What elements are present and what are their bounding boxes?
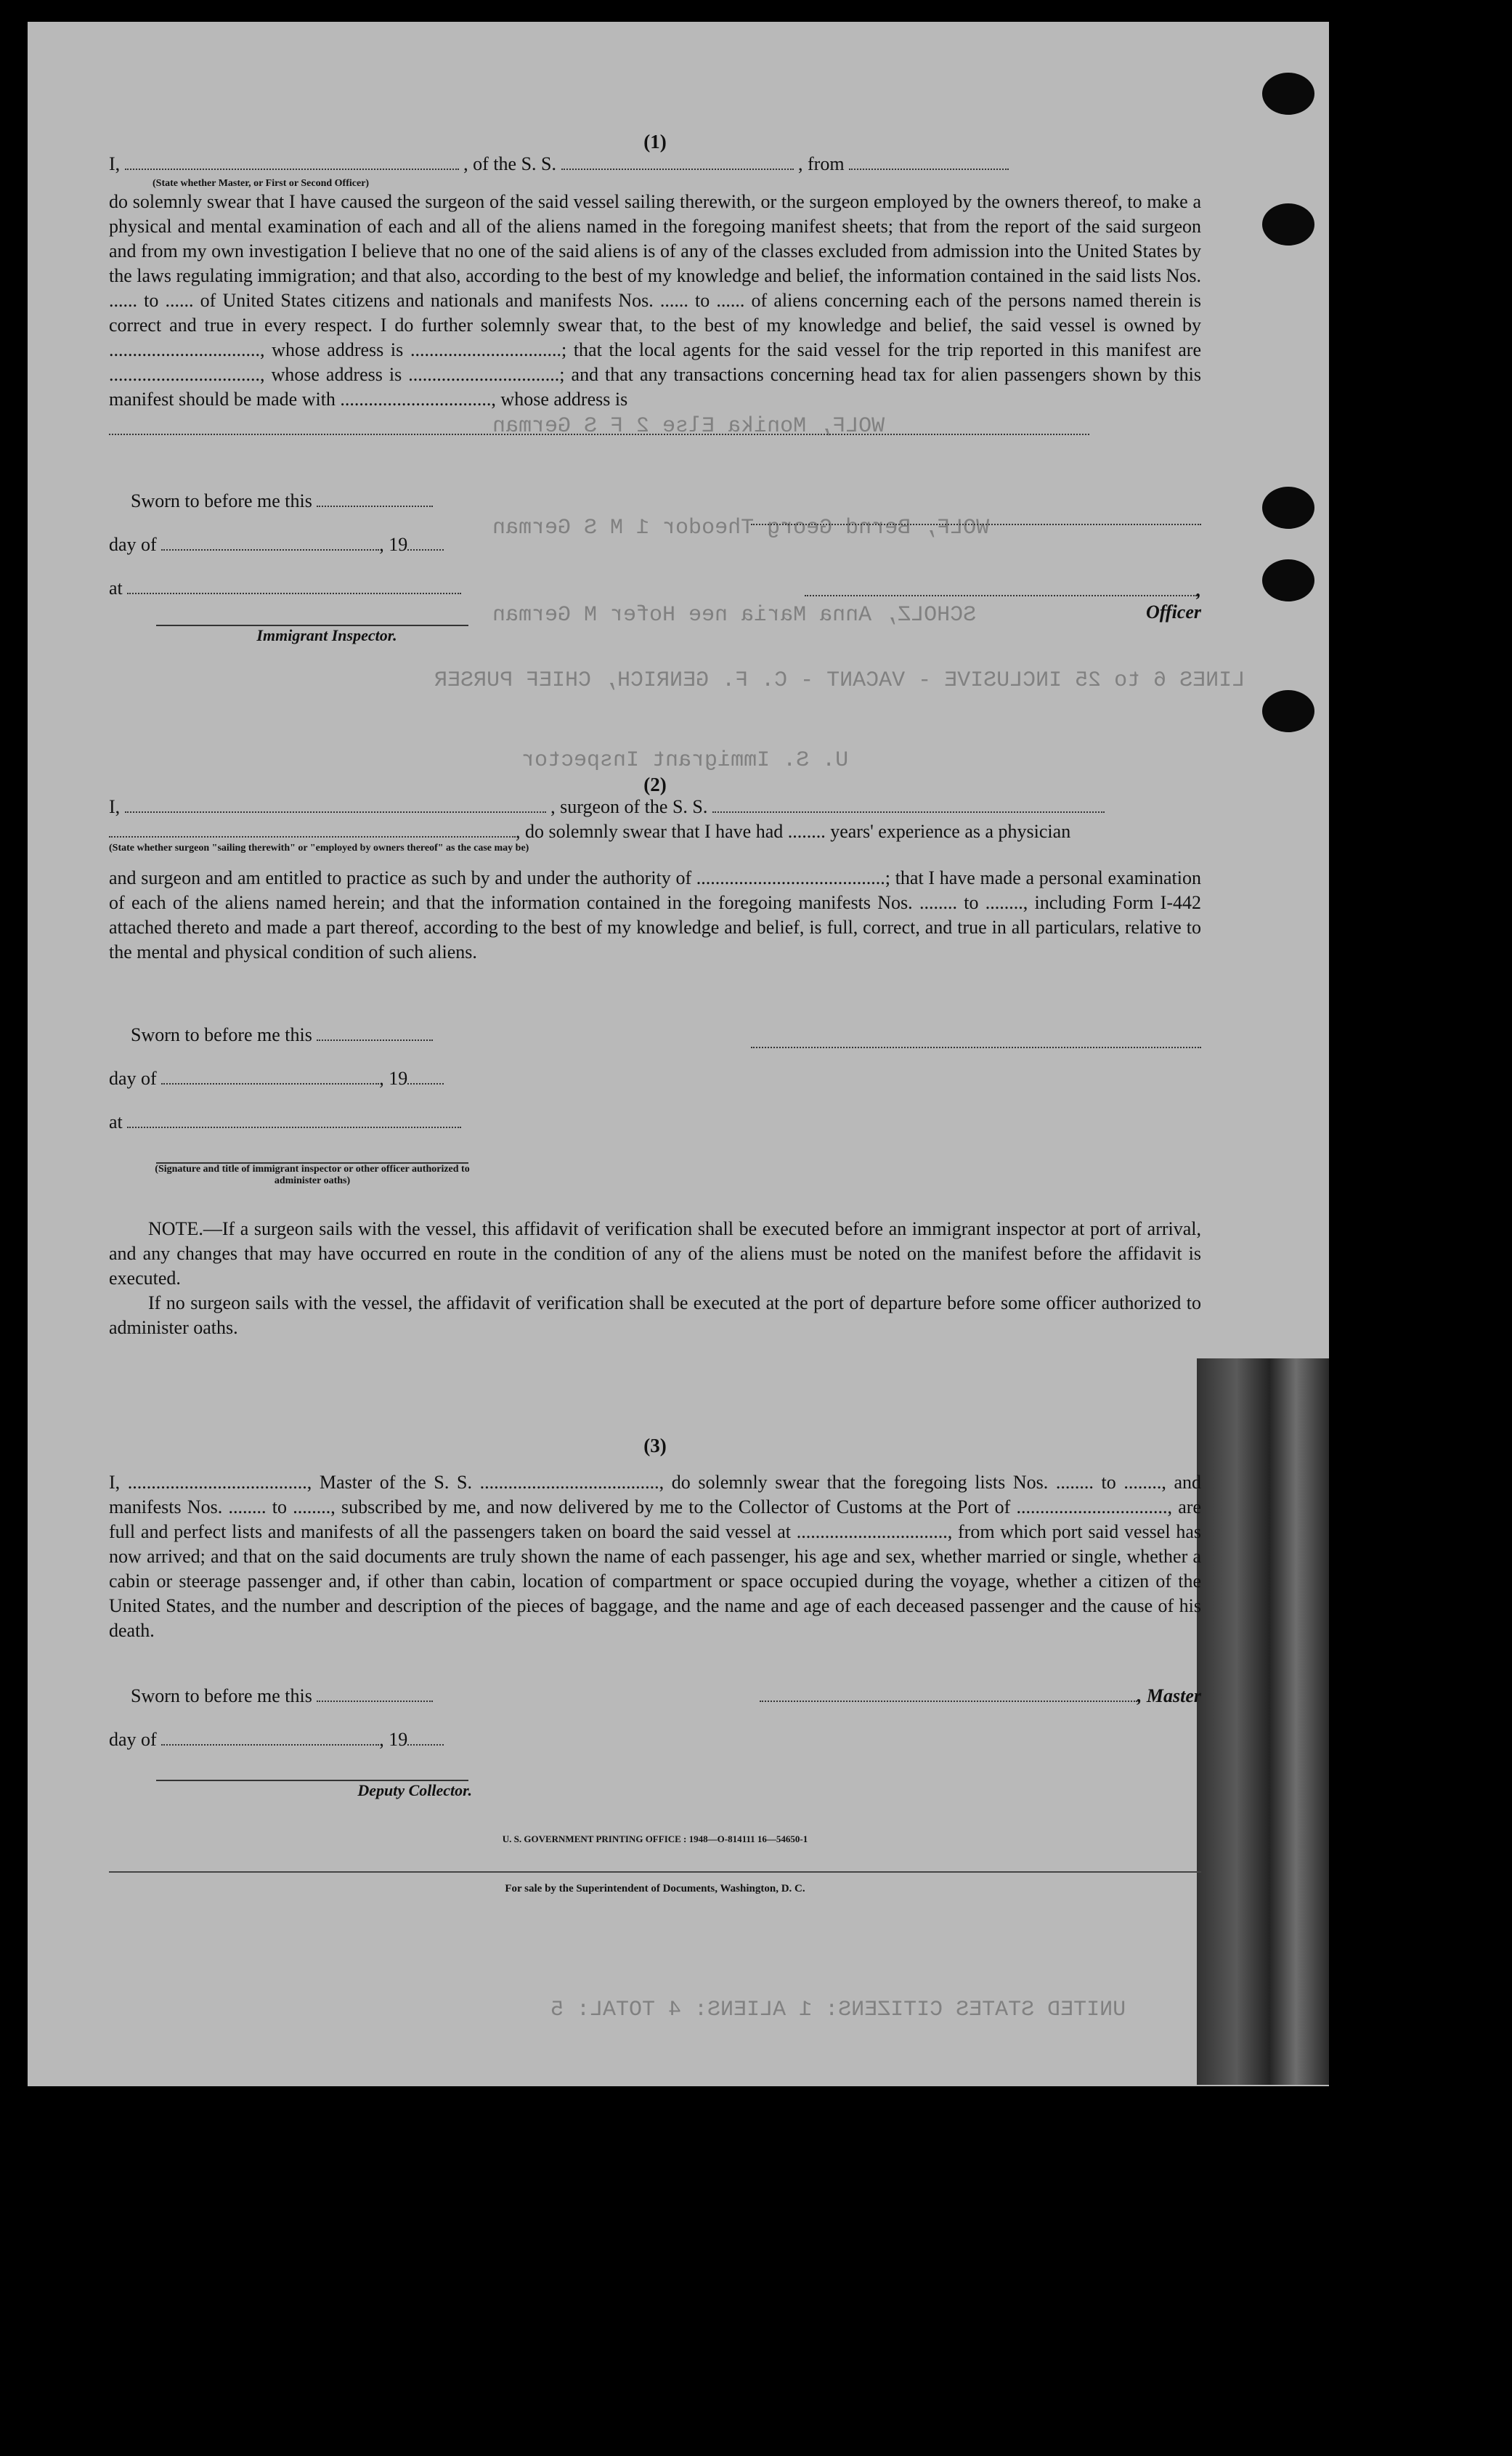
bleed-through-text: U. S. Immigrant Inspector — [521, 748, 849, 773]
section-1-body: do solemnly swear that I have caused the surgeon of the said vessel sailing therewith, or the surgeon employed by the owners thereof, to make a physical and mental examination of each and all of the aliens named in the foregoing manifest sheets; that from the report of the said surgeon and from my own investigation I believe that no one of the said aliens is of any of the classes excluded from admission into the United States by the laws regulating immigration; and that also, according to the best of my knowledge and belief, the information contained in the said lists Nos. ...... to ...... of United States citizens and nationals and manifests Nos. ...... to ...... of aliens concerning each of the persons named therein is correct and true in every respect. I do further solemnly swear that, to the best of my knowledge and belief, the said vessel is owned by ................................, whose address is ................................; that the local agents for the said vessel for the trip reported in this manifest are ................................, whose address is ................................; and that any transactions concerning head tax for alien passengers shown by this manifest should be made with ................................, whose address is — [109, 191, 1201, 410]
tape-damage — [1197, 1358, 1329, 2085]
place-field — [127, 1127, 461, 1128]
section-3-day-of: day of — [109, 1729, 157, 1750]
immigrant-inspector-label: Immigrant Inspector. — [256, 626, 397, 644]
punch-hole — [1262, 690, 1314, 732]
bleed-through-text: UNITED STATES CITIZENS: 1 ALIENS: 4 TOTAL: 5 — [550, 1998, 1126, 2022]
gpo-imprint: U. S. GOVERNMENT PRINTING OFFICE : 1948—O-814111 16—54650-1 — [502, 1833, 808, 1844]
punch-hole — [1262, 73, 1314, 115]
section-1-number: (1) — [643, 131, 667, 153]
signature-field — [751, 519, 1201, 525]
punch-hole — [1262, 203, 1314, 246]
section-2-at: at — [109, 1111, 123, 1132]
section-2-note-2: If no surgeon sails with the vessel, the affidavit of verification shall be executed at the port of departure before some officer authorized to administer oaths. — [109, 1292, 1201, 1338]
officer-label: , Officer — [1145, 580, 1201, 623]
section-2-ss-label: , surgeon of the S. S. — [550, 796, 708, 817]
section-2-day-of: day of — [109, 1068, 157, 1089]
surgeon-type-field — [109, 836, 516, 838]
deputy-collector-label: Deputy Collector. — [357, 1781, 472, 1799]
sworn-date-field — [317, 1701, 433, 1702]
section-1-ss-label: , of the S. S. — [463, 153, 557, 174]
bleed-through-text: WOLF, Bernd Georg Theodor 1 M S German — [492, 516, 990, 540]
section-2-line2: , do solemnly swear that I have had ........ years' experience as a physician — [516, 821, 1071, 842]
section-2-sworn: Sworn to before me this — [131, 1024, 312, 1045]
surgeon-name-field — [125, 811, 546, 813]
master-signature-field — [760, 1701, 1137, 1702]
address-field — [109, 412, 1089, 435]
year-field — [407, 1744, 444, 1746]
punch-hole — [1262, 559, 1314, 601]
section-2-i: I, — [109, 796, 121, 817]
section-2-signature-caption: (Signature and title of immigrant inspector or other officer authorized to administer oaths) — [155, 1164, 470, 1186]
master-label: , Master — [1137, 1685, 1201, 1706]
punch-hole — [1262, 487, 1314, 529]
surgeon-vessel-field — [712, 811, 1105, 813]
manifest-page — [28, 22, 1329, 2086]
officer-name-field — [125, 169, 459, 170]
section-2-caption: (State whether surgeon "sailing therewith" or "employed by owners thereof" as the case may be) — [109, 843, 529, 854]
surgeon-signature-field — [751, 1042, 1201, 1048]
section-2-year: , 19 — [379, 1068, 408, 1089]
section-3-sworn: Sworn to before me this — [131, 1685, 312, 1706]
bleed-through-text: SCHOLZ, Anna Maria nee Hofer M German — [492, 603, 977, 628]
year-field — [407, 549, 444, 551]
section-2-number: (2) — [643, 774, 667, 795]
day-field — [161, 1083, 379, 1085]
section-2-body: and surgeon and am entitled to practice as such by and under the authority of ........................................; that I have made a personal examination of each of the aliens named herein; and that the information contained in the foregoing manifests Nos. ........ to ........, including Form I-442 attached thereto and made a part thereof, according to the best of my knowledge and belief, is full, correct, and true in all particulars, relative to the mental and physical condition of such aliens. — [109, 867, 1201, 962]
bleed-through-text: LINES 6 to 25 INCLUSIVE - VACANT - C. F. GENRICH, CHIEF PURSER — [434, 668, 1245, 693]
day-field — [161, 549, 379, 551]
footer-rule — [109, 1871, 1201, 1873]
section-3-year: , 19 — [379, 1729, 408, 1750]
officer-signature-field — [805, 595, 1197, 596]
year-field — [407, 1083, 444, 1085]
sworn-date-field — [317, 1039, 433, 1041]
section-1-i: I, — [109, 153, 121, 174]
section-1-sworn: Sworn to before me this — [131, 490, 312, 511]
section-1-caption: (State whether Master, or First or Second Officer) — [153, 178, 370, 189]
bleed-through-text: WOLF, Monika Else 2 F S German — [492, 414, 885, 439]
section-3-number: (3) — [643, 1435, 667, 1456]
sale-notice: For sale by the Superintendent of Documents, Washington, D. C. — [505, 1883, 805, 1894]
sworn-date-field — [317, 506, 433, 507]
vessel-name-field — [561, 169, 794, 170]
section-3-body: I, ......................................, Master of the S. S. ......................................, do solemnly swear that the foregoing lists Nos. ........ to ........, and manifests Nos. ........ to ........, subscribed by me, and now delivered by me to the Collector of Customs at the Port of ................................, are full and perfect lists and manifests of all the passengers taken on board the said vessel at ................................, from which port said vessel has now arrived; and that on the said documents are truly shown the name of each passenger, his age and sex, whether married or single, whether a cabin or steerage passenger and, if other than cabin, location of compartment or space occupied during the voyage, whether a citizen of the United States, and the number and description of the pieces of baggage, and the name and age of each deceased passenger and the cause of his death. — [109, 1472, 1201, 1641]
section-2-note-1: NOTE.—If a surgeon sails with the vessel, this affidavit of verification shall be executed before an immigrant inspector at port of arrival, and any changes that may have occurred en route in the condition of any of the aliens must be noted on the manifest before the affidavit is executed. — [109, 1218, 1201, 1289]
section-1-day-of: day of — [109, 534, 157, 555]
day-field — [161, 1744, 379, 1746]
section-1-year: , 19 — [379, 534, 408, 555]
place-field — [127, 593, 461, 594]
section-1-from-label: , from — [798, 153, 845, 174]
section-1-at: at — [109, 577, 123, 599]
departure-port-field — [849, 169, 1009, 170]
